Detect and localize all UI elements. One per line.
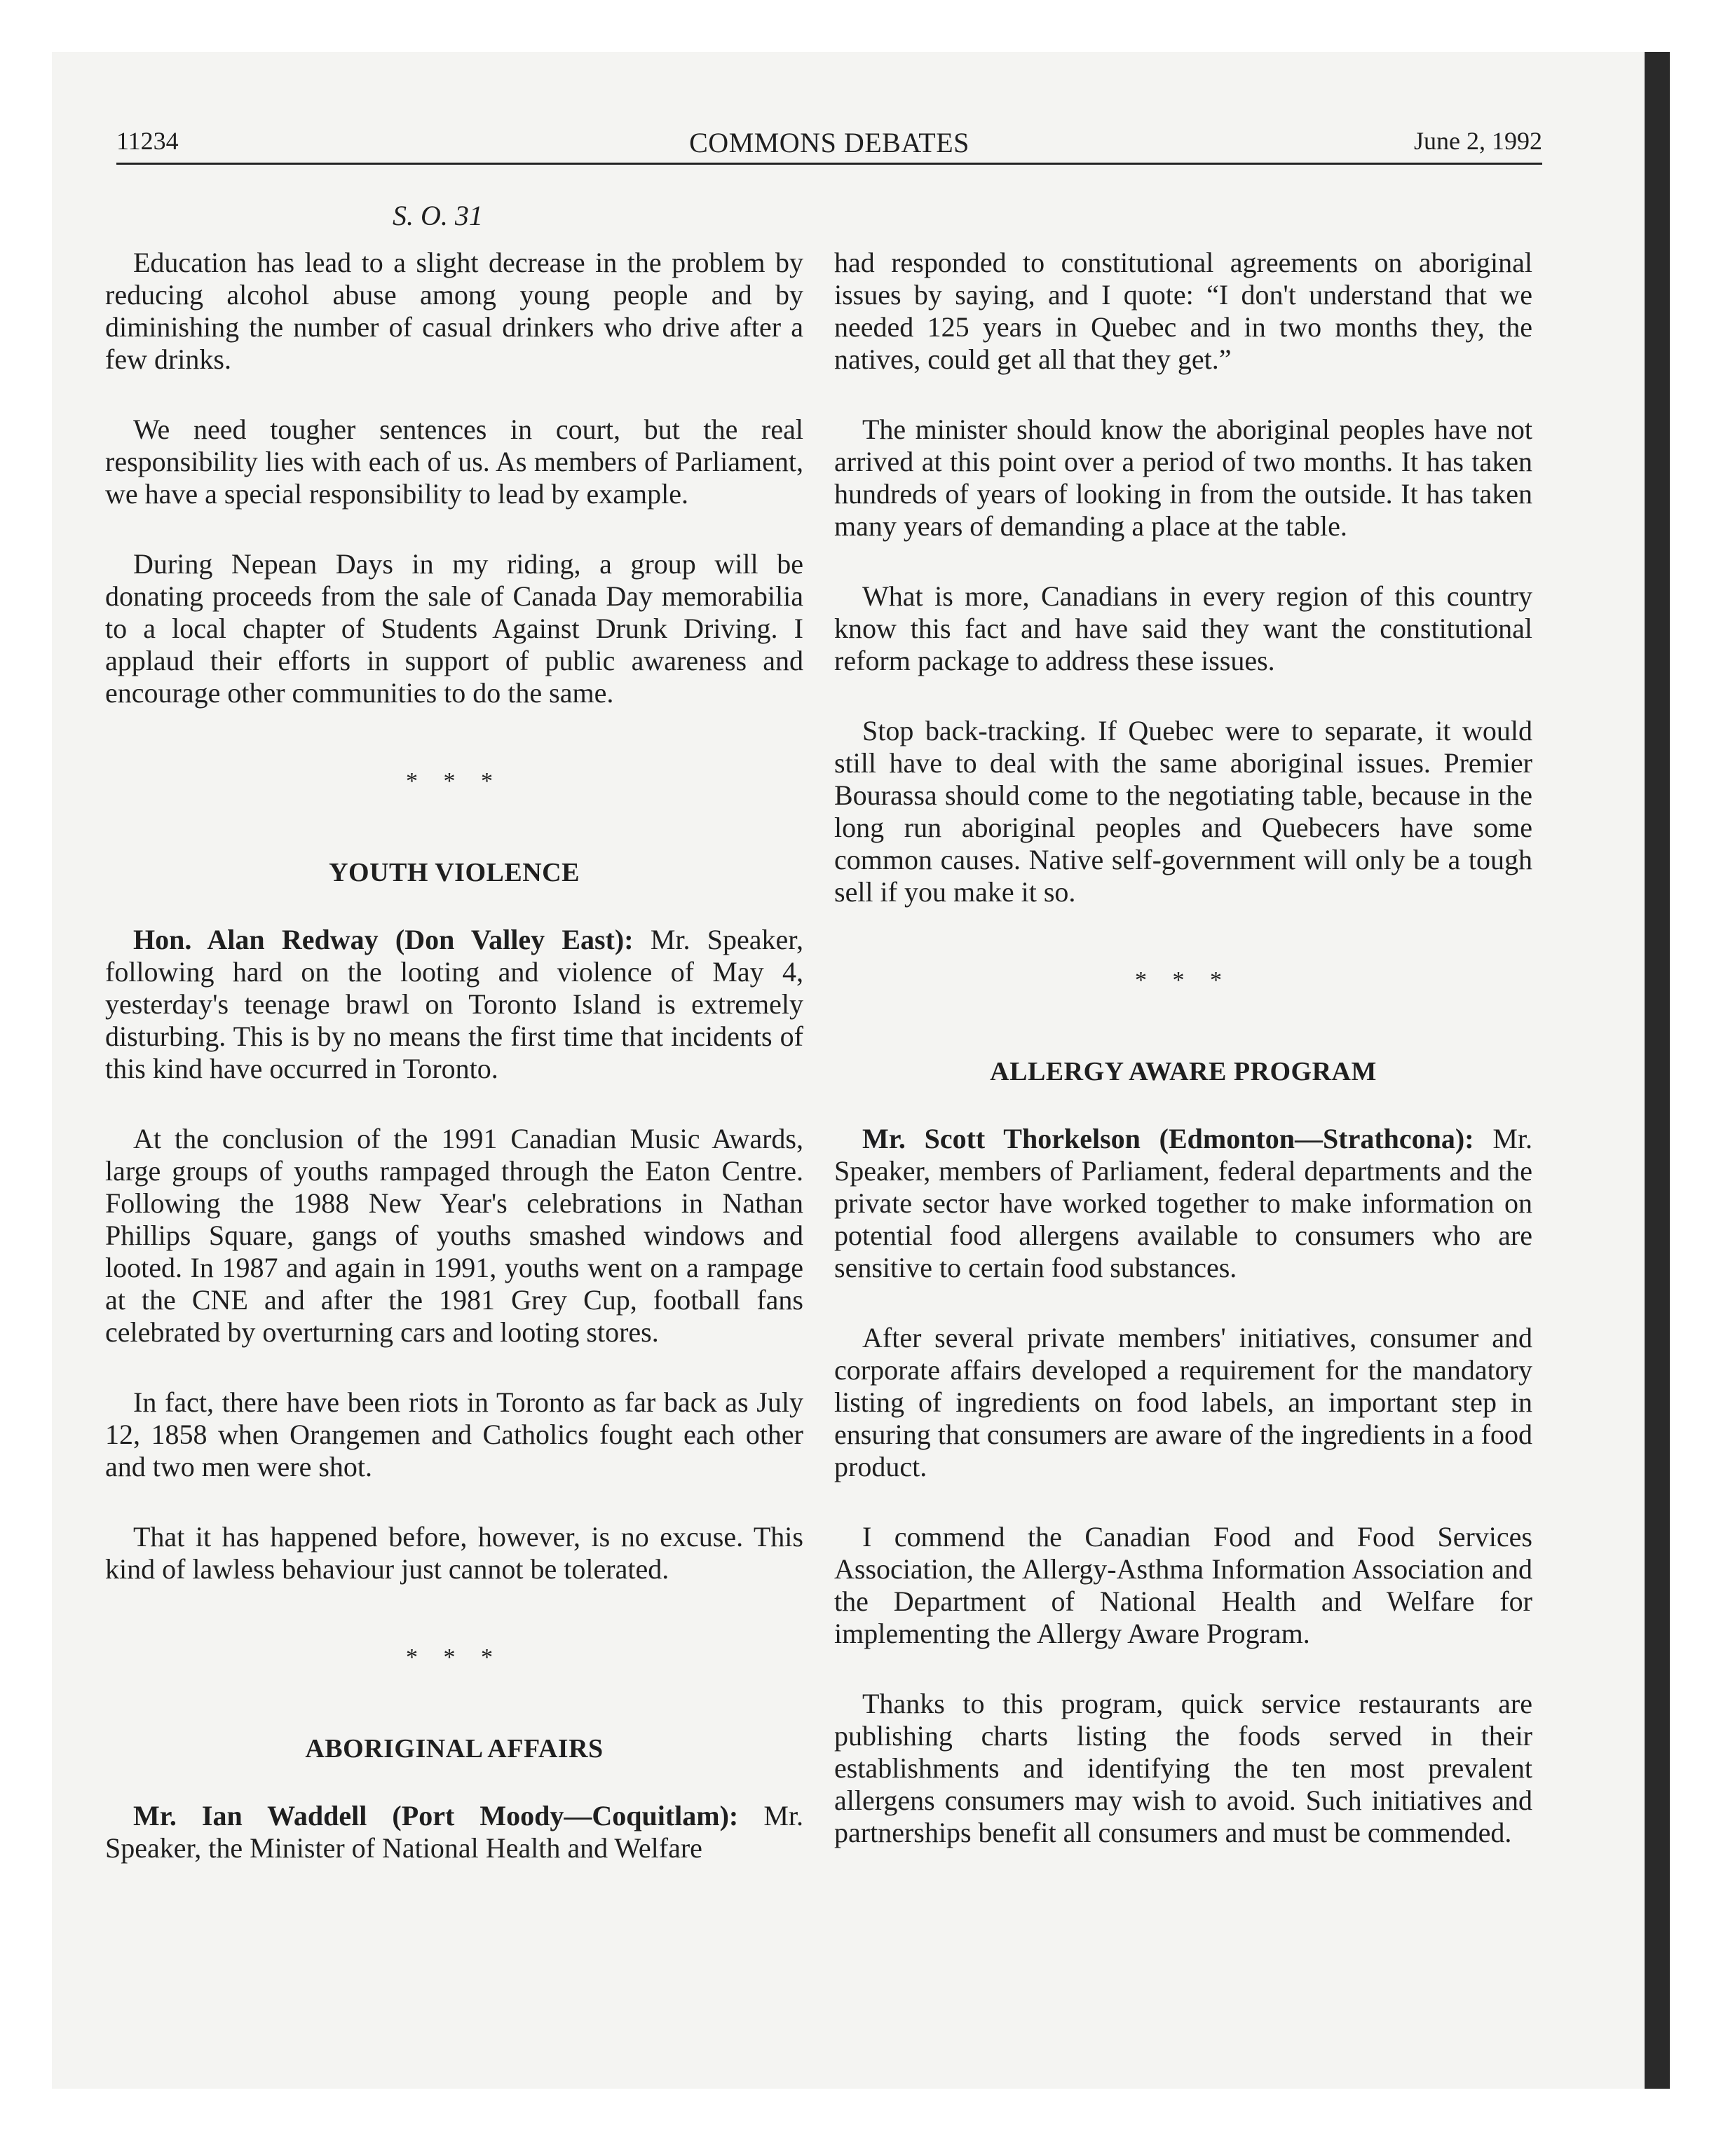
header-rule [116,163,1542,165]
standing-order-label: S. O. 31 [393,200,483,231]
paragraph: I commend the Canadian Food and Food Services Association, the Allergy-Asthma Information Association and the Department of National Health and Welfare for implementing the Allergy Aware Program. [834,1521,1532,1649]
continued-paragraph: had responded to constitutional agreements on aboriginal issues by saying, and I quote: “I don't understand that we needed 125 years in Quebec and in two months they, the natives, could get all that they get.” [834,247,1532,375]
page-number: 11234 [116,127,179,155]
section-separator: * * * [406,768,503,794]
speech-text: Mr. Speaker, the Minister of National Health and Welfare [105,1800,804,1864]
paragraph: Stop back-tracking. If Quebec were to separate, it would still have to deal with the same aboriginal issues. Premier Bourassa should come to the negotiating table, because in the long run aboriginal peoples and Quebecers have some common causes. Native self-government will only be a tough sell if you make it so. [834,715,1532,908]
paragraph: That it has happened before, however, is no excuse. This kind of lawless behaviour just cannot be tolerated. [105,1521,803,1585]
paragraph: We need tougher sentences in court, but the real responsibility lies with each of us. As members of Parliament, we have a special responsibility to lead by example. [105,414,803,510]
paragraph: During Nepean Days in my riding, a group will be donating proceeds from the sale of Canada Day memorabilia to a local chapter of Students Against Drunk Driving. I applaud their efforts in support of public awareness and encourage other communities to do the same. [105,548,803,709]
speech-text: Mr. Speaker, members of Parliament, federal departments and the private sector have worked together to make information on potential food allergens available to consumers who are sensitive to certain food substances. [834,1123,1533,1283]
paragraph: Thanks to this program, quick service restaurants are publishing charts listing the foods served in their establishments and identifying the ten most prevalent allergens consumers may wish to avoid. Such initiatives and partnerships benefit all consumers and must be commended. [834,1688,1532,1848]
speaker-name: Mr. Ian Waddell (Port Moody—Coquitlam): [133,1800,739,1831]
speech-paragraph [105,1800,803,1864]
speech-paragraph [105,924,803,1085]
paragraph: What is more, Canadians in every region of this country know this fact and have said they want the constitutional reform package to address these issues. [834,580,1532,676]
speech-paragraph [834,1123,1532,1284]
paragraph: At the conclusion of the 1991 Canadian Music Awards, large groups of youths rampaged through the Eaton Centre. Following the 1988 New Year's celebrations in Nathan Phillips Square, gangs of youths smashed windows and looted. In 1987 and again in 1991, youths went on a rampage at the CNE and after the 1981 Grey Cup, football fans celebrated by overturning cars and looting stores. [105,1123,803,1348]
page-date: June 2, 1992 [1414,127,1542,155]
left-column [105,247,803,1902]
speaker-name: Mr. Scott Thorkelson (Edmonton—Strathcona): [862,1123,1474,1154]
section-heading-aboriginal-affairs: ABORIGINAL AFFAIRS [305,1734,604,1763]
paragraph: Education has lead to a slight decrease in the problem by reducing alcohol abuse among young people and by diminishing the number of casual drinkers who drive after a few drinks. [105,247,803,375]
section-separator: * * * [1135,967,1232,993]
right-column [834,247,1532,1887]
speaker-name: Hon. Alan Redway (Don Valley East): [133,924,634,955]
section-separator: * * * [406,1644,503,1670]
section-heading-allergy-aware-program: ALLERGY AWARE PROGRAM [990,1057,1377,1086]
paragraph: The minister should know the aboriginal peoples have not arrived at this point over a period of two months. It has taken hundreds of years of looking in from the outside. It has taken many years of demanding a place at the table. [834,414,1532,542]
paragraph: After several private members' initiatives, consumer and corporate affairs developed a requirement for the mandatory listing of ingredients on food labels, an important step in ensuring that consumers are aware of the ingredients in a food product. [834,1322,1532,1482]
section-heading-youth-violence: YOUTH VIOLENCE [329,858,580,887]
scan-binding-edge [1645,52,1670,2089]
paragraph: In fact, there have been riots in Toronto as far back as July 12, 1858 when Orangemen and Catholics fought each other and two men were shot. [105,1386,803,1482]
speech-text: Mr. Speaker, following hard on the looting and violence of May 4, yesterday's teenage brawl on Toronto Island is extremely disturbing. This is by no means the first time that incidents of this kind have occurred in Toronto. [105,924,804,1084]
publication-title: COMMONS DEBATES [689,127,969,158]
page-header [116,126,1542,165]
